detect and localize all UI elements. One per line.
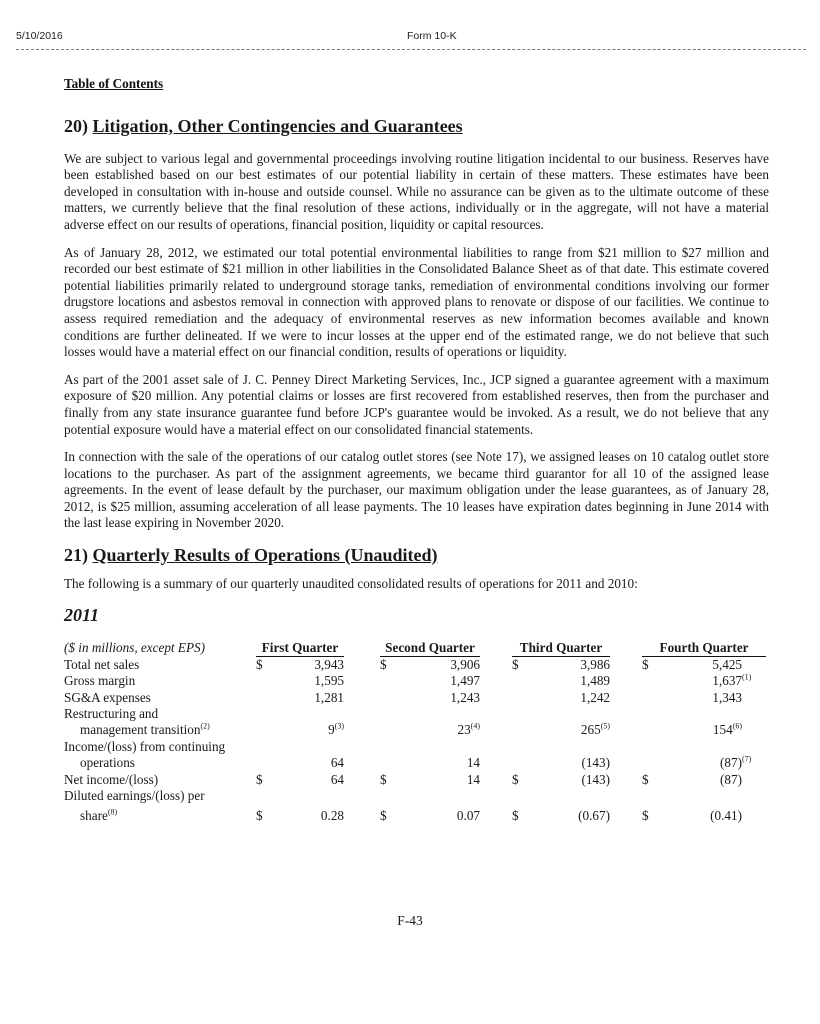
footnote-marker: (1) [742, 672, 752, 682]
cell-net-income-q1: 64 [330, 771, 344, 787]
footnote-marker: (2) [200, 721, 210, 731]
cell-sga-q1: 1,281 [314, 689, 344, 705]
row-label-sales: Total net sales [64, 656, 140, 672]
row-label-net-income: Net income/(loss) [64, 771, 159, 787]
paragraph-catalog-leases: In connection with the sale of the operations of our catalog outlet stores (see Note 17), we assigned leases on 10 catalog outlet store locations to the purchaser. As part of the assignment agreements, we became third guarantor for all 10 of the assigned lease agreements. In the event of lease default by the purchaser, our maximum obligation under the lease guarantees, as of January 28, 2012, is $25 million, assuming acceleration of all lease payments. The 10 leases have expiration dates beginning in June 2014 with the last lease expiring in November 2020. [64, 449, 769, 531]
cell-restructuring-q2: 23 [457, 722, 471, 738]
footnote-marker: (8) [107, 808, 118, 818]
currency-symbol: $ [256, 808, 263, 824]
footnote-marker: (6) [732, 721, 743, 731]
footnote-marker: (4) [470, 721, 480, 731]
cell-eps-q3: (0.67) [578, 808, 611, 824]
column-header-q4: Fourth Quarter [642, 640, 766, 657]
table-row [64, 673, 766, 689]
currency-symbol: $ [256, 771, 263, 787]
table-caption: ($ in millions, except EPS) [64, 639, 205, 655]
currency-symbol: $ [380, 771, 387, 787]
paragraph-guarantee: As part of the 2001 asset sale of J. C. Penney Direct Marketing Services, Inc., JCP signed a guarantee agreement with a maximum exposure of $20 million. Any potential claims or losses are first recovered from established reserves, then from the purchaser and finally from any state insurance guarantee fund before JCP's guarantee would be invoked. As a result, we do not believe that any potential exposure would have a material effect on our consolidated financial statements. [64, 371, 769, 437]
table-row [64, 722, 766, 738]
cell-sga-q4: 1,343 [712, 689, 743, 705]
page-content [64, 76, 769, 825]
section-21-title: Quarterly Results of Operations (Unaudited) [92, 545, 438, 566]
paragraph-environmental: As of January 28, 2012, we estimated our total potential environmental liabilities to range from $21 million to $27 million and recorded our best estimate of $21 million in other liabilities in the Consolidated Balance Sheet as of that date. This estimate covered potential liabilities primarily related to underground storage tanks, remediation of environmental conditions involving our former drugstore locations and asbestos removal in connection with approved plans to renovate or dispose of our facilities. We continue to assess required remediation and the adequacy of environmental reserves as new information becomes available and known conditions are further delineated. If we were to incur losses at the upper end of the estimated range, we do not believe that such losses would have a material effect on our financial condition, results of operations or liquidity. [64, 244, 769, 360]
cell-gross-q1: 1,595 [314, 673, 344, 689]
footnote-marker: (5) [600, 721, 611, 731]
section-21-number: 21) [64, 545, 88, 566]
column-header-q1: First Quarter [256, 640, 344, 657]
cell-restructuring-q3: 265 [580, 722, 601, 738]
cell-net-income-q4: (87) [720, 771, 743, 787]
cell-gross-q4: 1,637 [712, 673, 743, 689]
row-label-restructuring-cont: management transition [80, 722, 201, 738]
row-label-income-continuing: Income/(loss) from continuing [64, 738, 226, 754]
currency-symbol: $ [380, 656, 387, 672]
currency-symbol: $ [642, 771, 649, 787]
cell-income-q3: (143) [581, 755, 611, 771]
table-row [64, 656, 766, 673]
row-label-restructuring: Restructuring and [64, 705, 159, 721]
header-divider [16, 49, 806, 50]
cell-eps-q1: 0.28 [320, 808, 344, 824]
cell-sales-q1: 3,943 [314, 656, 344, 672]
currency-symbol: $ [512, 771, 519, 787]
table-row [64, 690, 766, 706]
year-heading: 2011 [64, 604, 100, 625]
cell-sales-q3: 3,986 [580, 656, 611, 672]
row-label-eps-cont: share [80, 808, 108, 824]
footnote-marker: (7) [742, 754, 752, 764]
cell-gross-q2: 1,497 [450, 673, 480, 689]
paragraph-quarterly-intro: The following is a summary of our quarterly unaudited consolidated results of operations for 2011 and 2010: [64, 576, 638, 592]
page-number: F-43 [397, 913, 423, 928]
section-20-heading [64, 115, 769, 137]
table-row [64, 706, 766, 722]
cell-sales-q2: 3,906 [450, 656, 480, 672]
table-header-row [64, 640, 766, 657]
table-row [64, 788, 766, 804]
table-row [64, 772, 766, 788]
row-label-gross-margin: Gross margin [64, 673, 136, 689]
cell-income-q1: 64 [330, 755, 344, 771]
cell-sga-q2: 1,243 [450, 689, 480, 705]
paragraph-litigation: We are subject to various legal and governmental proceedings involving routine litigation incidental to our business. Reserves have been established based on our best estimates of our potential liability in certain of these matters. These estimates have been developed in consultation with in-house and outside counsel. While no assurance can be given as to the ultimate outcome of these matters, we currently believe that the final resolution of these actions, individually or in the aggregate, will not have a material adverse effect on our results of operations, financial position, liquidity or capital resources. [64, 150, 769, 232]
cell-eps-q4: (0.41) [710, 808, 743, 824]
table-of-contents-link[interactable]: Table of Contents [64, 76, 164, 91]
column-header-q3: Third Quarter [512, 640, 610, 657]
cell-sales-q4: 5,425 [712, 656, 743, 672]
section-20-title: Litigation, Other Contingencies and Guarantees [92, 115, 463, 136]
cell-net-income-q3: (143) [581, 771, 611, 787]
cell-eps-q2: 0.07 [456, 808, 480, 824]
row-label-sga: SG&A expenses [64, 689, 151, 705]
cell-restructuring-q4: 154 [712, 722, 733, 738]
section-21-heading [64, 544, 769, 566]
section-20-number: 20) [64, 115, 88, 136]
currency-symbol: $ [512, 656, 519, 672]
cell-net-income-q2: 14 [466, 771, 480, 787]
table-row [64, 739, 766, 755]
cell-income-q4: (87) [720, 755, 743, 771]
footnote-marker: (3) [334, 721, 344, 731]
currency-symbol: $ [512, 808, 519, 824]
row-label-eps: Diluted earnings/(loss) per [64, 788, 205, 803]
currency-symbol: $ [256, 656, 263, 672]
quarterly-results-table [64, 640, 766, 825]
cell-income-q2: 14 [466, 755, 480, 771]
table-row [64, 755, 766, 771]
row-label-income-continuing-cont: operations [80, 755, 135, 771]
currency-symbol: $ [380, 808, 387, 824]
currency-symbol: $ [642, 656, 649, 672]
currency-symbol: $ [642, 808, 649, 824]
document-title: Form 10-K [407, 30, 457, 42]
cell-sga-q3: 1,242 [580, 689, 611, 705]
table-row [64, 808, 766, 824]
cell-gross-q3: 1,489 [580, 673, 611, 689]
print-date: 5/10/2016 [16, 30, 63, 42]
column-header-q2: Second Quarter [380, 640, 480, 657]
cell-restructuring-q1: 9 [328, 722, 335, 738]
